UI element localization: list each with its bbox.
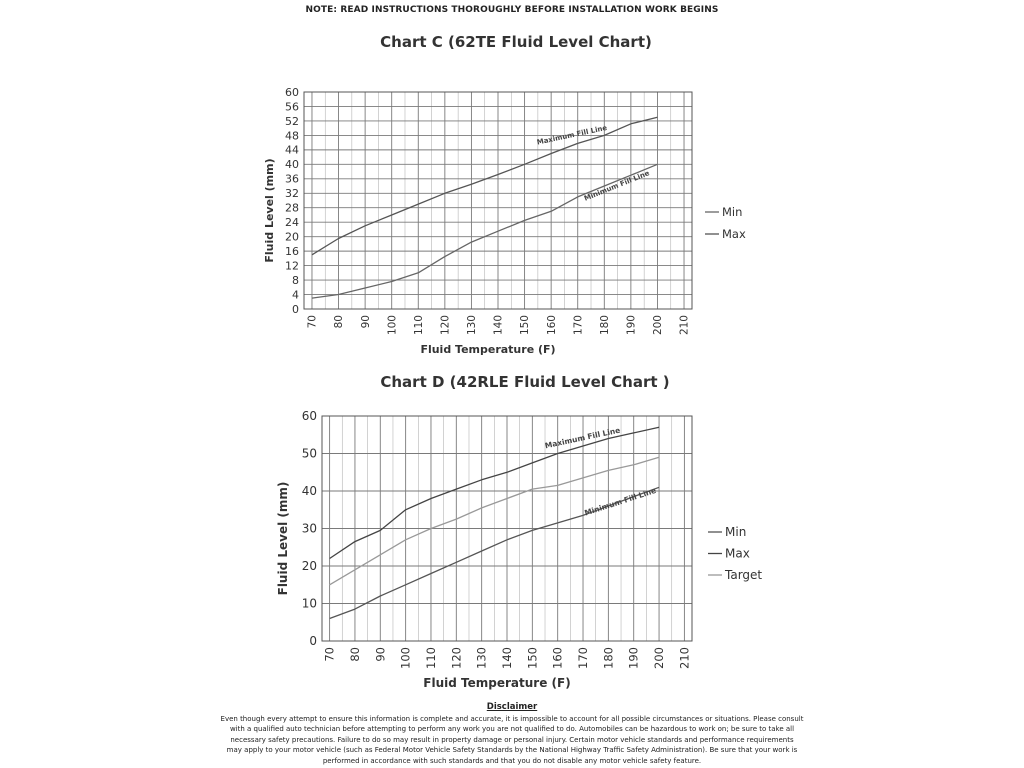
chart-d-title: Chart D (42RLE Fluid Level Chart )	[380, 373, 670, 391]
chart-d-x-tick-label: 150	[525, 647, 540, 669]
chart-c-legend-label-min: Min	[722, 205, 743, 220]
chart-d-y-tick-label: 10	[301, 596, 317, 611]
disclaimer-title: Disclaimer	[486, 702, 538, 712]
chart-d-x-tick-label: 140	[500, 647, 515, 669]
chart-c-x-tick-label: 110	[412, 315, 425, 336]
chart-d-y-tick-label: 20	[301, 559, 317, 574]
chart-c-x-tick-label: 150	[519, 315, 532, 336]
chart-c-y-tick-label: 40	[285, 158, 299, 172]
chart-c-y-tick-label: 48	[285, 129, 299, 143]
disclaimer-line-4: may apply to your motor vehicle (such as Federal Motor Vehicle Safety Standards by the National Highway Traffic Safety Administration). Be sure that your work is	[226, 746, 798, 755]
chart-c-y-tick-label: 28	[285, 201, 299, 215]
chart-c-x-tick-label: 120	[439, 315, 452, 336]
chart-d-x-axis-label: Fluid Temperature (F)	[423, 676, 571, 690]
chart-d-x-tick-label: 210	[677, 647, 692, 669]
chart-c-x-tick-label: 180	[598, 315, 611, 336]
chart-c-y-tick-label: 4	[292, 288, 299, 302]
chart-d-legend-label-min: Min	[725, 525, 747, 540]
chart-c-y-tick-label: 56	[285, 100, 299, 114]
chart-c-y-tick-label: 16	[285, 244, 299, 258]
chart-c-y-axis-label: Fluid Level (mm)	[263, 158, 276, 263]
disclaimer-line-3: necessary safety precautions. Failure to do so may result in property damage or personal injury. Certain motor vehicle standards and performance requirements	[230, 735, 794, 744]
chart-c-x-tick-label: 200	[652, 315, 665, 336]
chart-d-legend-label-target: Target	[725, 568, 763, 583]
chart-c-y-tick-label: 32	[285, 187, 299, 201]
chart-c-x-tick-label: 190	[625, 315, 638, 336]
chart-d-annotation-max-fill-line: Maximum Fill Line	[544, 425, 621, 451]
chart-d-x-tick-label: 160	[550, 647, 565, 669]
chart-c-x-tick-label: 130	[466, 315, 479, 336]
chart-c-y-tick-label: 0	[292, 302, 299, 316]
chart-d-legend-label-max: Max	[725, 546, 750, 561]
chart-c-x-tick-label: 160	[545, 315, 558, 336]
disclaimer-block	[215, 702, 809, 767]
chart-d-x-tick-label: 90	[373, 647, 388, 662]
chart-c-y-tick-label: 60	[285, 85, 299, 99]
chart-c-y-tick-label: 24	[285, 216, 299, 230]
chart-d-y-tick-label: 50	[301, 446, 317, 461]
chart-d-x-tick-label: 110	[423, 647, 438, 669]
chart-c-title: Chart C (62TE Fluid Level Chart)	[380, 33, 652, 51]
chart-c-y-tick-label: 52	[285, 114, 299, 128]
chart-d-x-tick-label: 200	[652, 647, 667, 669]
chart-c-x-tick-label: 80	[333, 315, 346, 329]
chart-d-x-tick-label: 100	[398, 647, 413, 669]
chart-c-x-tick-label: 90	[359, 315, 372, 329]
chart-c-x-tick-label: 170	[572, 315, 585, 336]
chart-d-y-axis-label: Fluid Level (mm)	[276, 481, 290, 596]
chart-d-y-tick-label: 40	[301, 484, 317, 499]
chart-c-x-axis-label: Fluid Temperature (F)	[420, 343, 556, 356]
chart-d-x-tick-label: 170	[576, 647, 591, 669]
chart-c-annotation-max-fill-line: Maximum Fill Line	[536, 123, 608, 147]
chart-d-annotation-min-fill-line: Minimum Fill Line	[583, 485, 658, 518]
chart-c-y-tick-label: 12	[285, 259, 299, 273]
chart-d-x-tick-label: 80	[347, 647, 362, 662]
chart-c-x-tick-label: 140	[492, 315, 505, 336]
chart-c-x-tick-label: 100	[386, 315, 399, 336]
chart-d-x-tick-label: 120	[449, 647, 464, 669]
chart-c-y-tick-label: 20	[285, 230, 299, 244]
installation-note: NOTE: READ INSTRUCTIONS THOROUGHLY BEFORE INSTALLATION WORK BEGINS	[305, 5, 719, 15]
disclaimer-line-2: with a qualified auto technician before attempting to perform any work you are not qualified to do. Automobiles can be hazardous to work on; be sure to take all	[229, 725, 795, 734]
chart-c-y-tick-label: 36	[285, 172, 299, 186]
chart-c-annotation-min-fill-line: Minimum Fill Line	[582, 169, 651, 203]
chart-c-y-tick-label: 8	[292, 273, 299, 287]
chart-d-y-tick-label: 30	[301, 521, 317, 536]
chart-c-x-tick-label: 70	[306, 315, 319, 329]
chart-d-y-tick-label: 0	[309, 634, 317, 649]
disclaimer-line-5: performed in accordance with such standards and that you do not disable any motor vehicle safety feature.	[322, 756, 702, 765]
chart-d-x-tick-label: 180	[601, 647, 616, 669]
disclaimer-line-1: Even though every attempt to ensure this information is complete and accurate, it is impossible to account for all possible circumstances or situations. Please consult	[220, 714, 804, 723]
chart-d-x-tick-label: 70	[322, 647, 337, 662]
chart-d-x-tick-label: 130	[474, 647, 489, 669]
chart-c-y-tick-label: 44	[285, 143, 299, 157]
chart-c-x-tick-label: 210	[678, 315, 691, 336]
chart-d-y-tick-label: 60	[301, 409, 317, 424]
chart-c-legend-label-max: Max	[722, 227, 746, 242]
chart-d-x-tick-label: 190	[626, 647, 641, 669]
